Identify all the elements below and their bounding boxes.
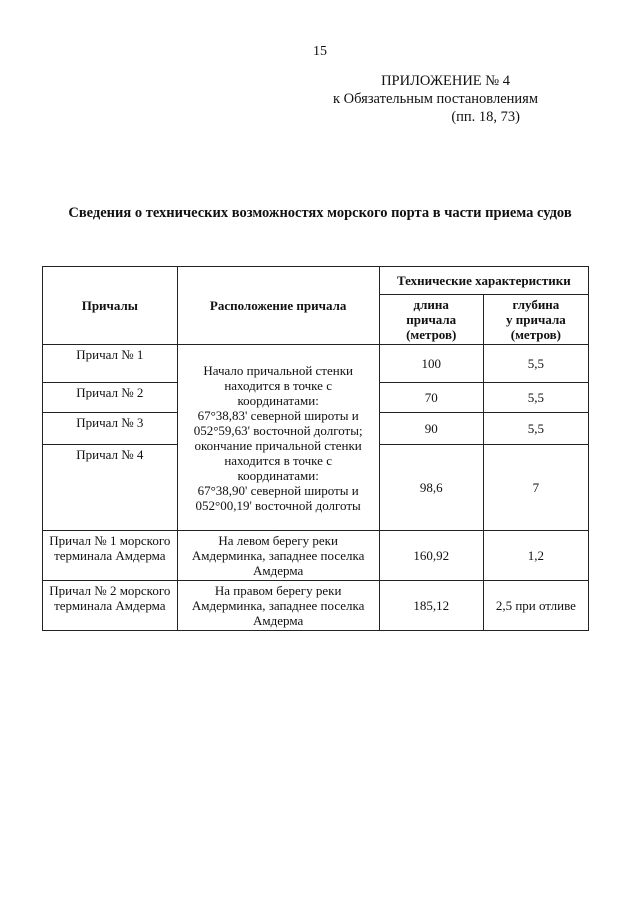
berth-name-line: Причал № 1 морского (49, 533, 171, 548)
location-line: На правом берегу реки (214, 583, 342, 598)
berth-name-line: Причал № 2 морского (49, 583, 171, 598)
berth-length: 90 (379, 413, 483, 445)
appendix-title: ПРИЛОЖЕНИЕ № 4 (381, 73, 510, 89)
berth-name-line: терминала Амдерма (54, 548, 166, 563)
appendix-header (333, 72, 538, 126)
berth-length: 100 (379, 345, 483, 383)
appendix-paragraphs: (пп. 18, 73) (451, 109, 520, 125)
berth-name-line: терминала Амдерма (54, 598, 166, 613)
location-line: 67°38,90' северной широты и (197, 482, 359, 498)
location-line: 67°38,83' северной широты и (197, 407, 359, 423)
berth-location (177, 581, 379, 631)
location-line: координатами: (237, 467, 319, 483)
location-line: находится в точке с (224, 452, 332, 468)
header-length-line: (метров) (406, 327, 457, 342)
table-row (43, 581, 589, 631)
shared-location-cell (177, 345, 379, 531)
page-number: 15 (313, 44, 327, 59)
location-line: Амдерминка, западнее поселка (191, 548, 365, 563)
location-line: 052°59,63' восточной долготы; (193, 422, 363, 438)
table-header-row (43, 267, 589, 295)
berth-depth: 2,5 при отливе (483, 581, 588, 631)
location-line: находится в точке с (224, 377, 332, 393)
appendix-reference: к Обязательным постановлениям (333, 91, 538, 107)
berth-depth: 5,5 (483, 345, 588, 383)
location-line: Амдерма (253, 563, 304, 578)
berths-table (42, 266, 589, 631)
berth-depth: 5,5 (483, 383, 588, 413)
location-line: Амдерминка, западнее поселка (191, 598, 365, 613)
location-line: окончание причальной стенки (194, 437, 362, 453)
header-length-line: причала (406, 312, 457, 327)
document-title: Сведения о технических возможностях морского порта в части приема судов (68, 205, 572, 221)
berth-name (43, 531, 178, 581)
berth-name: Причал № 1 (43, 345, 178, 383)
header-depth-line: глубина (512, 297, 560, 312)
berth-length: 98,6 (379, 445, 483, 531)
location-line: Начало причальной стенки (203, 362, 353, 378)
berth-length: 160,92 (379, 531, 483, 581)
berth-depth: 7 (483, 445, 588, 531)
berth-name: Причал № 2 (43, 383, 178, 413)
header-depth-line: у причала (506, 312, 566, 327)
location-line: На левом берегу реки (218, 533, 338, 548)
berth-depth: 1,2 (483, 531, 588, 581)
header-depth-line: (метров) (510, 327, 562, 342)
header-length-line: длина (413, 297, 449, 312)
header-length (379, 295, 483, 345)
location-line: 052°00,19' восточной долготы (195, 497, 361, 513)
location-line: Амдерма (253, 613, 304, 628)
berth-length: 70 (379, 383, 483, 413)
location-line: координатами: (237, 392, 319, 408)
header-berths: Причалы (43, 267, 178, 345)
berth-name: Причал № 4 (43, 445, 178, 531)
berth-depth: 5,5 (483, 413, 588, 445)
header-location: Расположение причала (177, 267, 379, 345)
header-depth (483, 295, 588, 345)
header-tech-characteristics: Технические характеристики (379, 267, 588, 295)
table-row (43, 345, 589, 383)
berth-length: 185,12 (379, 581, 483, 631)
berth-name: Причал № 3 (43, 413, 178, 445)
table-row (43, 531, 589, 581)
shared-location-text (182, 363, 375, 513)
berth-name (43, 581, 178, 631)
berth-location (177, 531, 379, 581)
